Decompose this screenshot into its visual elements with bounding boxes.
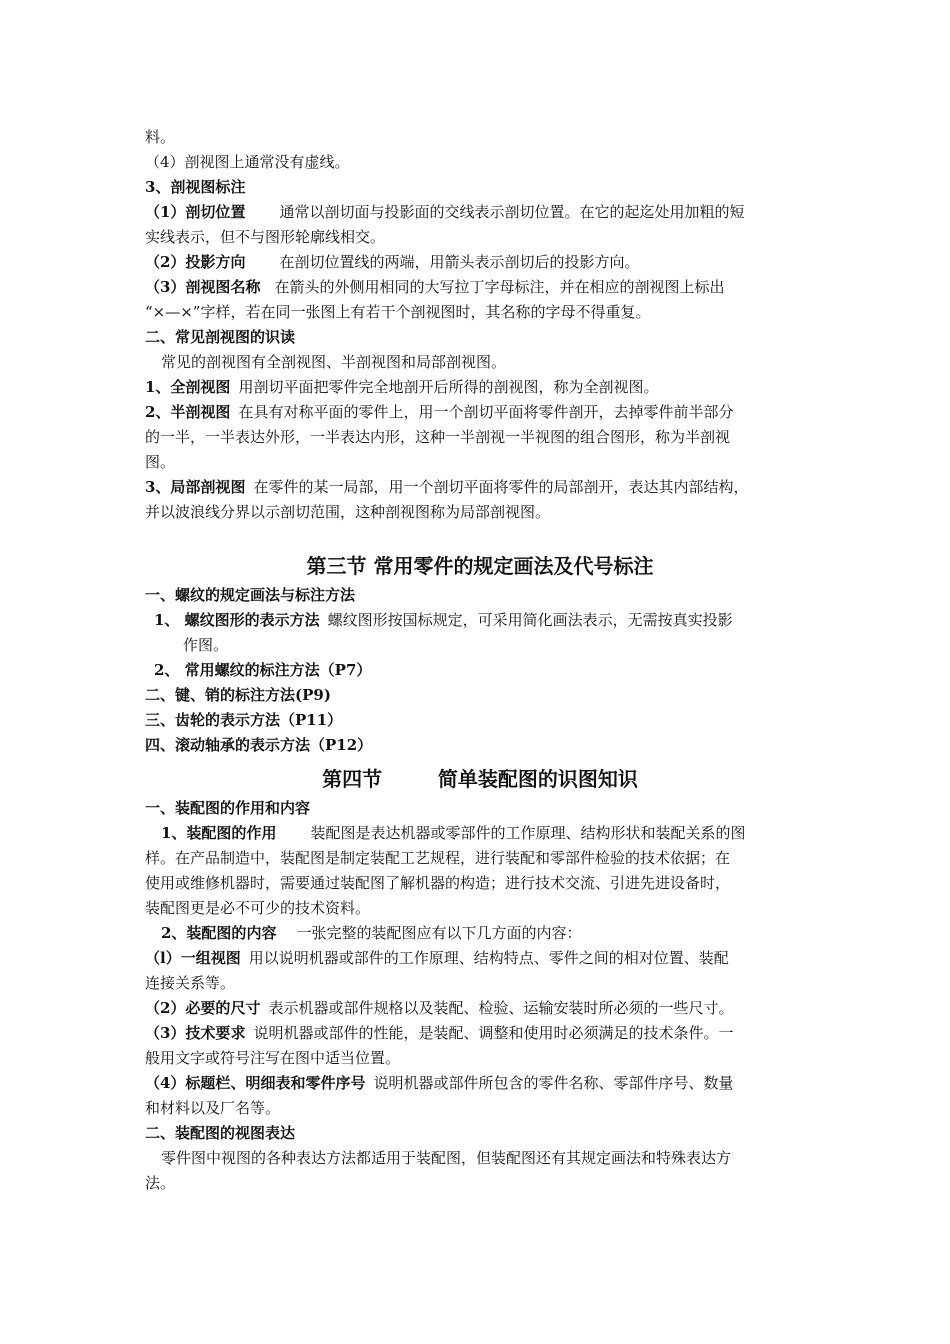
text-line xyxy=(145,583,815,608)
text-line xyxy=(145,846,815,871)
body-text: 装配图更是必不可少的技术资料。 xyxy=(145,899,371,917)
bold-heading: 2、装配图的内容 xyxy=(161,924,277,942)
text-line xyxy=(145,733,815,758)
body-text: 用以说明机器或部件的工作原理、结构特点、零件之间的相对位置、装配 xyxy=(248,949,729,967)
bold-heading: 1、全剖视图 xyxy=(145,378,231,396)
bold-heading: 1、 螺纹图形的表示方法 xyxy=(154,611,320,629)
body-text: 一张完整的装配图应有以下几方面的内容： xyxy=(296,924,582,942)
body-text: 在箭头的外侧用相同的大写拉丁字母标注，并在相应的剖视图上标出 xyxy=(274,278,725,296)
body-text: 装配图是表达机器或零部件的工作原理、结构形状和装配关系的图 xyxy=(310,824,746,842)
text-line xyxy=(145,1121,815,1146)
body-text: 常见的剖视图有全剖视图、半剖视图和局部剖视图。 xyxy=(161,353,507,371)
text-line xyxy=(145,946,815,971)
text-line xyxy=(145,475,815,500)
body-text: 在零件的某一局部，用一个剖切平面将零件的局部剖开，表达其内部结构， xyxy=(253,478,749,496)
body-text: 使用或维修机器时，需要通过装配图了解机器的构造；进行技术交流、引进先进设备时， xyxy=(145,874,731,892)
bold-heading: 三、齿轮的表示方法（P11） xyxy=(145,711,343,729)
body-text: 通常以剖切面与投影面的交线表示剖切位置。在它的起迄处用加粗的短 xyxy=(279,203,745,221)
text-line xyxy=(145,1096,815,1121)
bold-heading: （3）剖视图名称 xyxy=(145,278,261,296)
body-text: 连接关系等。 xyxy=(145,974,236,992)
bold-heading: （4）标题栏、明细表和零件序号 xyxy=(145,1074,366,1092)
text-line xyxy=(145,175,815,200)
bold-heading: 二、装配图的视图表达 xyxy=(145,1124,296,1142)
body-text: 图。 xyxy=(145,453,176,471)
body-text: 用剖切平面把零件完全地剖开后所得的剖视图，称为全剖视图。 xyxy=(238,378,659,396)
body-text: 样。在产品制造中，装配图是制定装配工艺规程，进行装配和零部件检验的技术依据；在 xyxy=(145,849,731,867)
bold-heading: 3、剖视图标注 xyxy=(145,178,246,196)
body-text: （4）剖视图上通常没有虚线。 xyxy=(145,153,350,171)
body-text: 的一半，一半表达外形，一半表达内形，这种一半剖视一半视图的组合图形，称为半剖视 xyxy=(145,428,731,446)
bold-heading: 一、螺纹的规定画法与标注方法 xyxy=(145,586,356,604)
body-text: 实线表示，但不与图形轮廓线相交。 xyxy=(145,228,386,246)
bold-heading: 1、装配图的作用 xyxy=(161,824,277,842)
bold-heading: 二、键、销的标注方法(P9) xyxy=(145,686,331,704)
section-sectional-views xyxy=(145,125,815,525)
text-line xyxy=(145,225,815,250)
text-line xyxy=(145,300,815,325)
bold-heading: （2）投影方向 xyxy=(145,253,246,271)
text-line xyxy=(145,821,815,846)
text-line xyxy=(145,708,815,733)
body-text: 在具有对称平面的零件上，用一个剖切平面将零件剖开，去掉零件前半部分 xyxy=(238,403,734,421)
text-line xyxy=(145,450,815,475)
text-line xyxy=(145,125,815,150)
text-line xyxy=(145,400,815,425)
body-text: 在剖切位置线的两端，用箭头表示剖切后的投影方向。 xyxy=(279,253,640,271)
body-text: 料。 xyxy=(145,128,176,146)
text-line xyxy=(145,633,815,658)
text-line xyxy=(145,1171,815,1196)
text-line xyxy=(145,150,815,175)
body-text: 和材料以及厂名等。 xyxy=(145,1099,281,1117)
text-line xyxy=(145,796,815,821)
text-line xyxy=(145,375,815,400)
text-line xyxy=(145,350,815,375)
text-line xyxy=(145,500,815,525)
text-line xyxy=(145,658,815,683)
body-text: 并以波浪线分界以示剖切范围，这种剖视图称为局部剖视图。 xyxy=(145,503,551,521)
body-text: 作图。 xyxy=(183,636,229,654)
section3-body xyxy=(145,583,815,758)
text-line xyxy=(145,896,815,921)
section3-title: 第三节 常用零件的规定画法及代号标注 xyxy=(306,554,654,578)
text-line xyxy=(145,250,815,275)
text-line xyxy=(145,683,815,708)
text-line xyxy=(145,1071,815,1096)
text-line xyxy=(145,921,815,946)
body-text: “×—×”字样，若在同一张图上有若干个剖视图时，其名称的字母不得重复。 xyxy=(145,303,651,321)
section4-title: 第四节 简单装配图的识图知识 xyxy=(322,767,638,791)
bold-heading: （l）一组视图 xyxy=(145,949,241,967)
body-text: 法。 xyxy=(145,1174,176,1192)
text-line xyxy=(145,325,815,350)
text-line xyxy=(145,425,815,450)
body-text: 螺纹图形按国标规定，可采用简化画法表示，无需按真实投影 xyxy=(327,611,733,629)
text-line xyxy=(145,871,815,896)
bold-heading: （1）剖切位置 xyxy=(145,203,246,221)
bold-heading: （3）技术要求 xyxy=(145,1024,246,1042)
text-line xyxy=(145,1146,815,1171)
bold-heading: 二、常见剖视图的识读 xyxy=(145,328,296,346)
body-text: 般用文字或符号注写在图中适当位置。 xyxy=(145,1049,401,1067)
text-line xyxy=(145,996,815,1021)
body-text: 零件图中视图的各种表达方法都适用于装配图，但装配图还有其规定画法和特殊表达方 xyxy=(161,1149,732,1167)
text-line xyxy=(145,200,815,225)
text-line xyxy=(145,971,815,996)
bold-heading: 一、装配图的作用和内容 xyxy=(145,799,311,817)
body-text: 表示机器或部件规格以及装配、检验、运输安装时所必须的一些尺寸。 xyxy=(268,999,734,1017)
bold-heading: 2、 常用螺纹的标注方法（P7） xyxy=(154,661,372,679)
text-line xyxy=(145,275,815,300)
body-text: 说明机器或部件的性能，是装配、调整和使用时必须满足的技术条件。一 xyxy=(253,1024,734,1042)
text-line xyxy=(145,1021,815,1046)
text-line xyxy=(145,1046,815,1071)
body-text: 说明机器或部件所包含的零件名称、零部件序号、数量 xyxy=(373,1074,734,1092)
document-page xyxy=(145,125,815,1196)
bold-heading: （2）必要的尺寸 xyxy=(145,999,261,1017)
text-line xyxy=(145,608,815,633)
bold-heading: 四、滚动轴承的表示方法（P12） xyxy=(145,736,373,754)
bold-heading: 3、局部剖视图 xyxy=(145,478,246,496)
section4-body xyxy=(145,796,815,1196)
bold-heading: 2、半剖视图 xyxy=(145,403,231,421)
